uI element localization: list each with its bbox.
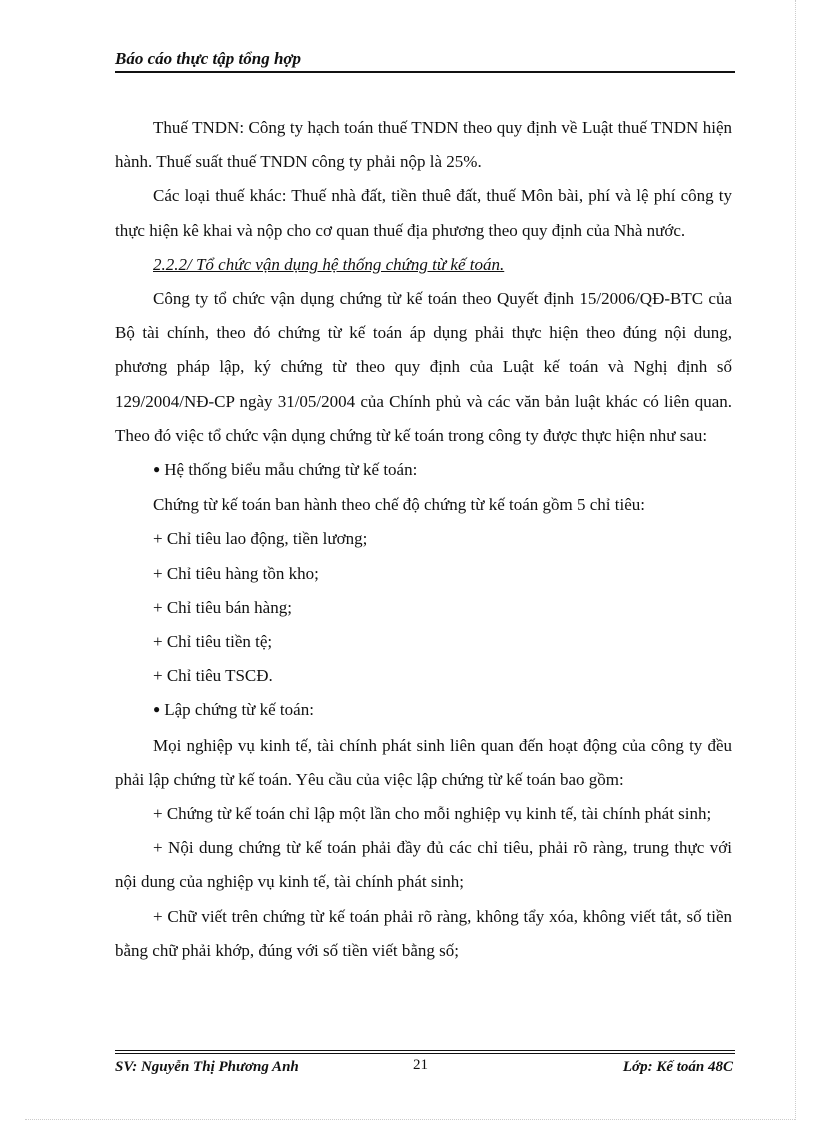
requirement-item: + Chứng từ kế toán chỉ lập một lần cho mỗi nghiệp vụ kinh tế, tài chính phát sinh;: [153, 804, 712, 824]
page-edge-right: [795, 0, 796, 1120]
bullet-icon: ●: [153, 462, 161, 477]
footer-row: [115, 1057, 735, 1079]
bullet-item: [153, 693, 732, 728]
list-item: + Chỉ tiêu hàng tồn kho;: [153, 563, 319, 583]
list-item: + Chỉ tiêu TSCĐ.: [153, 666, 273, 686]
header-rule: [115, 71, 735, 73]
footer-rule: [115, 1053, 735, 1054]
bullet-text: Lập chứng từ kế toán:: [164, 700, 314, 720]
list-item: + Chỉ tiêu tiền tệ;: [153, 632, 273, 652]
paragraph-tndn: Thuế TNDN: Công ty hạch toán thuế TNDN theo quy định về Luật thuế TNDN hiện hành. Thuế suất thuế TNDN công ty phải nộp là 25%.: [115, 118, 732, 172]
bullet-icon: ●: [153, 702, 161, 717]
requirement-item: + Chữ viết trên chứng từ kế toán phải rõ ràng, không tẩy xóa, không viết tắt, số tiền bằng chữ phải khớp, đúng với số tiền viết bằng số;: [115, 906, 732, 960]
paragraph-other-taxes: Các loại thuế khác: Thuế nhà đất, tiền thuê đất, thuế Môn bài, phí và lệ phí công ty thực hiện kê khai và nộp cho cơ quan thuế địa phương theo quy định của Nhà nước.: [115, 186, 732, 240]
footer-student: SV: Nguyễn Thị Phương Anh: [115, 1059, 299, 1075]
section-heading: [153, 248, 732, 282]
footer-class: Lớp: Kế toán 48C: [622, 1059, 733, 1075]
requirement-item: + Nội dung chứng từ kế toán phải đầy đủ các chỉ tiêu, phải rõ ràng, trung thực với nội dung của nghiệp vụ kinh tế, tài chính phát sinh;: [115, 838, 732, 892]
page-content: [115, 111, 732, 968]
paragraph-indicators: Chứng từ kế toán ban hành theo chế độ chứng từ kế toán gồm 5 chỉ tiêu:: [153, 495, 645, 515]
paragraph-organization: Công ty tổ chức vận dụng chứng từ kế toán theo Quyết định 15/2006/QĐ-BTC của Bộ tài chính, theo đó chứng từ kế toán áp dụng phải thực hiện theo đúng nội dung, phương pháp lập, ký chứng từ theo quy định của Luật kế toán và Nghị định số 129/2004/NĐ-CP ngày 31/05/2004 của Chính phủ và các văn bản luật khác có liên quan. Theo đó việc tổ chức vận dụng chứng từ kế toán trong công ty được thực hiện như sau:: [115, 289, 732, 445]
page-header: [115, 48, 735, 73]
section-heading-text: 2.2.2/ Tổ chức vận dụng hệ thống chứng từ kế toán.: [153, 254, 505, 274]
list-item: + Chỉ tiêu bán hàng;: [153, 597, 292, 617]
paragraph-requirements: Mọi nghiệp vụ kinh tế, tài chính phát sinh liên quan đến hoạt động của công ty đều phải lập chứng từ kế toán. Yêu cầu của việc lập chứng từ kế toán bao gồm:: [115, 735, 732, 789]
bullet-text: Hệ thống biểu mẫu chứng từ kế toán:: [164, 460, 418, 480]
page-footer: [115, 1050, 735, 1079]
page-number: 21: [413, 1057, 428, 1073]
bullet-item: [153, 453, 732, 488]
list-item: + Chỉ tiêu lao động, tiền lương;: [153, 529, 368, 549]
page-edge-bottom: [25, 1119, 795, 1120]
footer-rule: [115, 1050, 735, 1051]
header-title: Báo cáo thực tập tổng hợp: [115, 49, 302, 68]
